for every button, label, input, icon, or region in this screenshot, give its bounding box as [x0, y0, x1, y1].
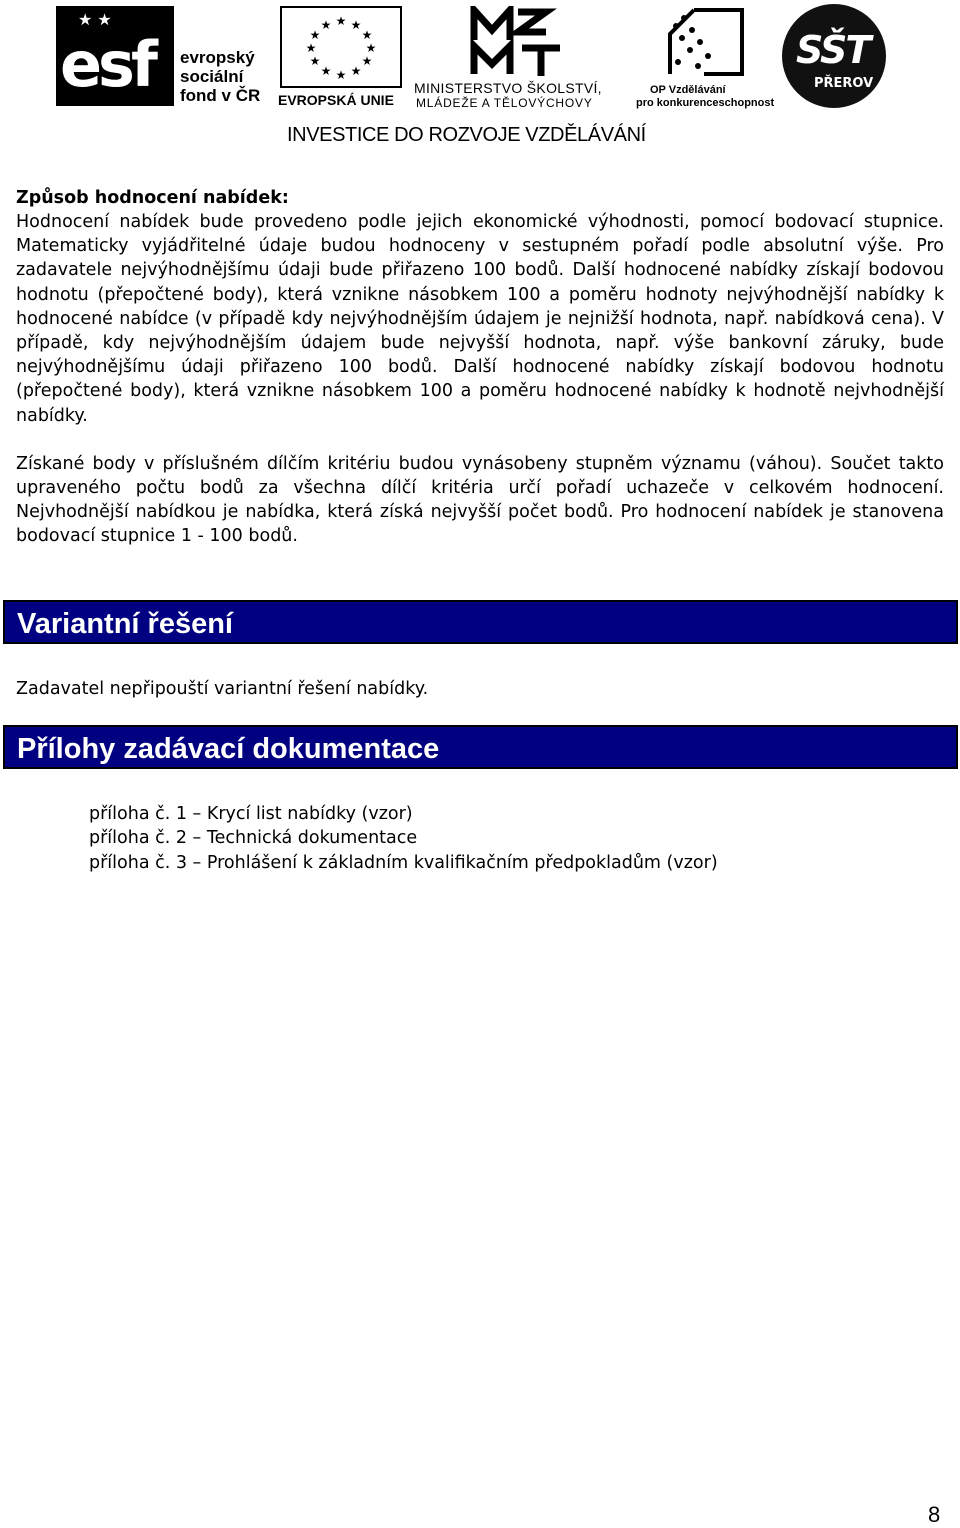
- svg-text:★: ★: [350, 64, 362, 78]
- attachments-heading: Přílohy zadávací dokumentace: [17, 733, 440, 765]
- msmt-logo: [414, 6, 630, 108]
- list-item: příloha č. 3 – Prohlášení k základním kvalifikačním předpokladům (vzor): [89, 852, 718, 873]
- attachments-heading-band: [3, 725, 958, 769]
- star-icon: ★ ★: [78, 10, 112, 29]
- esf-logo: [56, 6, 272, 106]
- op-mark-icon: [664, 4, 748, 80]
- sst-city: PŘEROV: [814, 76, 874, 91]
- svg-text:★: ★: [335, 14, 347, 28]
- svg-text:★: ★: [305, 41, 317, 55]
- evaluation-title: Způsob hodnocení nabídek:: [16, 188, 289, 208]
- eu-flag-icon: [280, 6, 402, 88]
- tagline: INVESTICE DO ROZVOJE VZDĚLÁVÁNÍ: [287, 124, 646, 146]
- logo-header: [0, 0, 960, 150]
- svg-text:★: ★: [361, 28, 373, 42]
- list-item: příloha č. 2 – Technická dokumentace: [89, 828, 418, 849]
- msmt-line2: MLÁDEŽE A TĚLOVÝCHOVY: [416, 96, 593, 110]
- variant-heading-band: [3, 600, 958, 644]
- eu-logo: [278, 6, 406, 108]
- esf-letters: esf: [60, 28, 154, 101]
- svg-text:★: ★: [309, 28, 321, 42]
- msmt-line1: MINISTERSTVO ŠKOLSTVÍ,: [414, 80, 602, 96]
- op-line2: pro konkurenceschopnost: [636, 97, 775, 109]
- op-line1: OP Vzdělávání: [650, 84, 726, 96]
- page-number: 8: [928, 1502, 941, 1527]
- sst-letters: SŠT: [796, 28, 870, 72]
- evaluation-paragraph-2: Získané body v příslušném dílčím kritériu budou vynásobeny stupněm významu (váhou). Součet takto upraveného počtu bodů za všechna dílčí kritéria určí pořadí uchazeče v celkovém hodnocení. Nejvhodnější nabídkou je nabídka, která získá nejvyšší počet bodů. Pro hodnocení nabídek je stanovena bodovací stupnice 1 - 100 bodů.: [16, 453, 944, 547]
- svg-text:★: ★: [350, 18, 362, 32]
- svg-text:★: ★: [320, 64, 332, 78]
- eu-label: EVROPSKÁ UNIE: [278, 92, 394, 108]
- evaluation-section: [16, 186, 944, 549]
- variant-heading: Variantní řešení: [17, 608, 233, 640]
- attachments-list: [89, 802, 718, 875]
- esf-text: evropský sociální fond v ČR: [180, 48, 261, 105]
- sst-logo: [780, 4, 892, 108]
- svg-text:★: ★: [365, 41, 377, 55]
- evaluation-paragraph-1: Hodnocení nabídek bude provedeno podle jejich ekonomické výhodnosti, pomocí bodovací stupnice. Matematicky vyjádřitelné údaje budou hodnoceny v sestupném pořadí podle absolutní výše. Pro zadavatele nejvýhodnějšímu údaji bude přiřazeno 100 bodů. Další hodnocené nabídky získají bodovou hodnotu (přepočtené body), která vznikne násobkem 100 a poměru hodnoty nejvýhodnější nabídky k hodnocené nabídce (v případě kdy nejvýhodnějším údajem je nejnižší hodnota, např. nabídková cena). V případě, kdy nejvýhodnějším údajem bude nejvyšší hodnota, např. výše bankovní záruky, bude nejvýhodnějšímu údaji přiřazeno 100 bodů. Další hodnocené nabídky získají bodovou hodnotu (přepočtené body), která vznikne násobkem 100 a poměru hodnocené nabídky k hodnotě nejvhodnější nabídky.: [16, 212, 944, 426]
- svg-text:★: ★: [320, 18, 332, 32]
- list-item: příloha č. 1 – Krycí list nabídky (vzor): [89, 804, 413, 824]
- variant-text: Zadavatel nepřipouští variantní řešení nabídky.: [16, 679, 429, 699]
- svg-text:★: ★: [309, 54, 321, 68]
- op-logo: [634, 4, 776, 108]
- msmt-mark-icon: [470, 6, 580, 78]
- svg-text:★: ★: [361, 54, 373, 68]
- svg-text:★: ★: [335, 68, 347, 82]
- esf-mark: [56, 6, 174, 106]
